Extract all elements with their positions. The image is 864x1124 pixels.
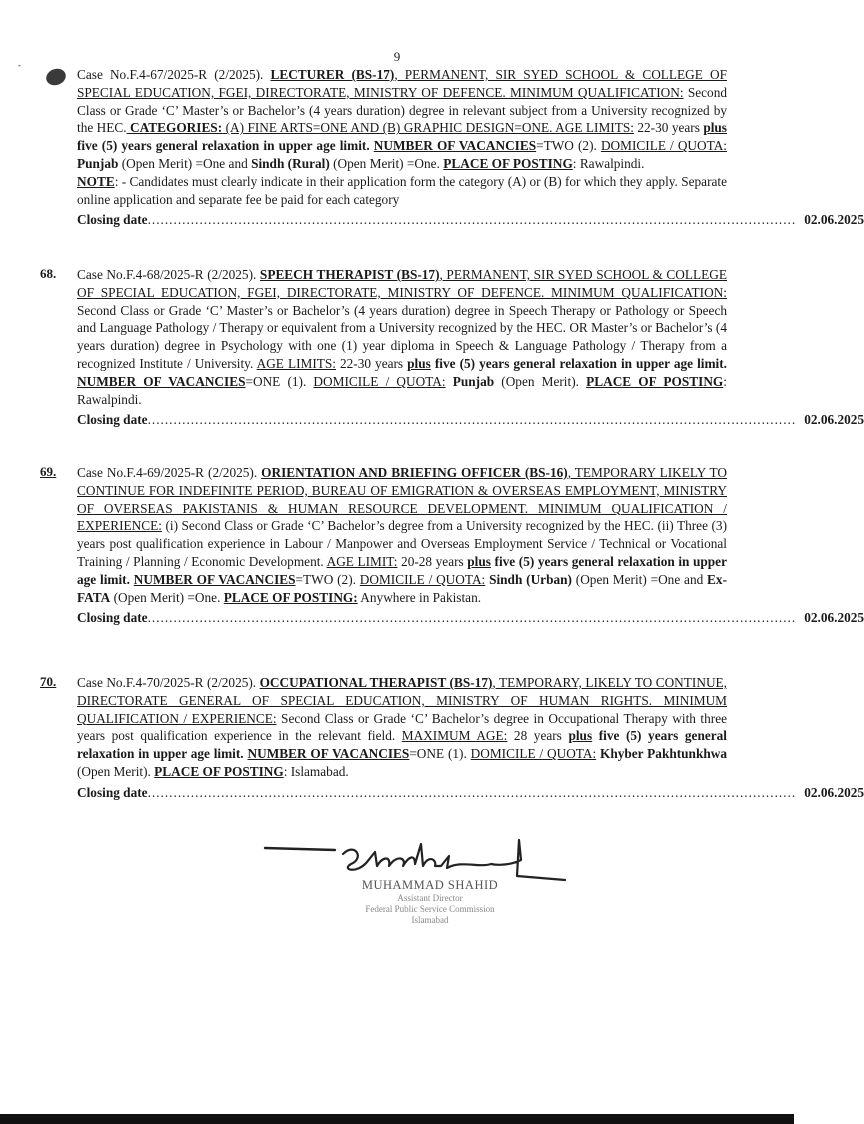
domicile-sindh-rural: Sindh (Rural): [251, 155, 330, 171]
posting-label: PLACE OF POSTING:: [223, 589, 358, 605]
vacancies-count: =ONE (1).: [245, 373, 314, 389]
quota-detail: (Open Merit) =One.: [110, 589, 224, 605]
plus-word: plus: [467, 553, 491, 569]
entry-number: 69.: [40, 464, 57, 479]
closing-date-label: Closing date: [77, 784, 148, 800]
entry-body: [77, 66, 727, 208]
categories-label: CATEGORIES:: [126, 120, 223, 136]
domicile-label: DOMICILE / QUOTA:: [359, 571, 486, 587]
entry-number: 70.: [40, 674, 57, 689]
quota-detail: (Open Merit) =One and: [571, 571, 708, 587]
case-number: Case No.F.4-70/2025-R (2/2025).: [77, 675, 260, 690]
posting-label: PLACE OF POSTING: [154, 763, 284, 779]
advertisement-entry-69: [40, 464, 864, 627]
domicile-kp: Khyber Pakhtunkhwa: [600, 746, 727, 762]
age-limit-label: AGE LIMIT:: [326, 553, 398, 569]
plus-word: plus: [568, 728, 593, 744]
age-relaxation: five (5) years general relaxation in upper age limit.: [77, 138, 370, 154]
maximum-age-label: MAXIMUM AGE:: [401, 728, 508, 744]
posting-label: PLACE OF POSTING: [586, 373, 724, 389]
vacancies-count: =TWO (2).: [536, 138, 601, 154]
plus-word: plus: [703, 120, 727, 136]
categories: (A) FINE ARTS=ONE AND (B) GRAPHIC DESIGN=ONE.: [222, 120, 553, 136]
post-title: ORIENTATION AND BRIEFING OFFICER (BS-16): [261, 465, 568, 480]
department: , TEMPORARY LIKELY TO CONTINUE FOR INDEFINITE PERIOD, BUREAU OF EMIGRATION & OVERSEAS EMPLOYMENT, MINISTRY OF OVERSEAS PAKISTANIS & HUMAN RESOURCE DEVELOPMENT. MINIMUM QUALIFICATION / EXPERIENCE:: [77, 465, 727, 534]
domicile-punjab: Punjab: [452, 373, 495, 389]
entry-body: [77, 464, 727, 606]
closing-date-row: [77, 411, 864, 429]
advertisement-entry-70: [40, 674, 864, 802]
domicile-label: DOMICILE / QUOTA:: [313, 373, 446, 389]
vacancies-label: NUMBER OF VACANCIES: [247, 746, 410, 762]
closing-date-row: [77, 784, 864, 802]
note-text: : - Candidates must clearly indicate in their application form the category (A) or (B) for which they apply. Separate online application and separate fee be paid for each category: [77, 173, 727, 207]
closing-date-row: [77, 609, 864, 627]
department: , PERMANENT, SIR SYED SCHOOL & COLLEGE OF SPECIAL EDUCATION, FGEI, DIRECTORATE, MINISTRY OF DEFENCE. MINIMUM QUALIFICATION:: [77, 267, 727, 300]
vacancies-label: NUMBER OF VACANCIES: [133, 571, 296, 587]
age-relaxation: five (5) years general relaxation in upper age limit.: [430, 355, 727, 371]
quota-detail: (Open Merit).: [494, 373, 587, 389]
vacancies-label: NUMBER OF VACANCIES: [77, 373, 246, 389]
domicile-punjab: Punjab: [77, 155, 119, 171]
leader-dots: ......................................................................................................................................................: [147, 212, 797, 228]
closing-date-value: 02.06.2025: [804, 784, 864, 800]
quota-detail: (Open Merit) =One and: [118, 155, 252, 171]
posting-place: Anywhere in Pakistan.: [357, 589, 482, 605]
age-relaxation: five (5) years general relaxation in upper age limit.: [77, 553, 727, 587]
age-range: 28 years: [507, 728, 569, 744]
vacancies-count: =TWO (2).: [295, 571, 360, 587]
department: , TEMPORARY, LIKELY TO CONTINUE, DIRECTORATE GENERAL OF SPECIAL EDUCATION, MINISTRY OF HUMAN RIGHTS. MINIMUM QUALIFICATION / EXPERIENCE:: [77, 675, 727, 726]
closing-date-value: 02.06.2025: [804, 610, 864, 626]
leader-dots: ......................................................................................................................................................: [147, 610, 797, 626]
domicile-label: DOMICILE / QUOTA:: [600, 138, 727, 154]
post-title: LECTURER (BS-17): [270, 67, 395, 82]
post-title: SPEECH THERAPIST (BS-17): [259, 267, 440, 282]
domicile-label: DOMICILE / QUOTA:: [470, 746, 597, 762]
department: , PERMANENT, SIR SYED SCHOOL & COLLEGE OF SPECIAL EDUCATION, FGEI, DIRECTORATE, MINISTRY OF DEFENCE. MINIMUM QUALIFICATION:: [77, 67, 727, 100]
advertisement-entry-67: [40, 66, 864, 229]
case-number: Case No.F.4-68/2025-R (2/2025).: [77, 267, 260, 282]
posting-label: PLACE OF POSTING: [443, 155, 573, 171]
closing-date-label: Closing date: [77, 610, 148, 626]
entry-body: [77, 266, 727, 408]
closing-date-row: [77, 211, 864, 229]
signatory-name: MUHAMMAD SHAHID: [361, 878, 499, 892]
post-title: OCCUPATIONAL THERAPIST (BS-17): [259, 675, 493, 690]
qualification: (i) Second Class or Grade ‘C’ Bachelor’s degree from a University recognized by the HEC. (ii) Three (3) years post qualification experience in Labour / Manpower and Overseas Employment Service / Technical or Vocational Training / Planning / Economic Development.: [77, 518, 727, 569]
posting-place: : Rawalpindi.: [572, 155, 645, 171]
signature-block: [330, 878, 530, 926]
closing-date-value: 02.06.2025: [804, 212, 864, 228]
age-limits-label: AGE LIMITS:: [552, 120, 634, 136]
posting-place: : Islamabad.: [283, 763, 349, 779]
signatory-city: Islamabad: [411, 915, 449, 925]
case-number: Case No.F.4-67/2025-R (2/2025).: [77, 67, 271, 82]
qualification: Second Class or Grade ‘C’ Master’s or Bachelor’s (4 years duration) degree in relevant subject from a University recognized by the HEC.: [77, 84, 727, 136]
age-relaxation: five (5) years general relaxation in upper age limit.: [77, 728, 728, 762]
entry-body: [77, 674, 727, 781]
age-range: 22-30 years: [633, 120, 704, 136]
closing-date-value: 02.06.2025: [804, 412, 864, 428]
domicile-ex-fata: Ex-FATA: [77, 571, 727, 605]
qualification: Second Class or Grade ‘C’ Master’s or Bachelor’s (4 years duration) degree in Speech Therapy or Pathology or Speech and Language Pathology / Therapy or equivalent from a University recognized by the HEC. OR Master’s or Bachelor’s (4 years duration) degree in Psychology with one (1) year diploma in Speech & Language Pathology / Therapy from a recognized Institute / University.: [77, 302, 727, 371]
page-number: 9: [393, 49, 401, 64]
vacancies-count: =ONE (1).: [409, 746, 471, 762]
posting-place: : Rawalpindi.: [77, 373, 727, 407]
leader-dots: ......................................................................................................................................................: [147, 784, 797, 800]
domicile-sindh-urban: Sindh (Urban): [489, 571, 572, 587]
case-number: Case No.F.4-69/2025-R (2/2025).: [77, 465, 262, 480]
closing-date-label: Closing date: [77, 212, 148, 228]
age-range: 22-30 years: [335, 355, 408, 371]
plus-word: plus: [407, 355, 431, 371]
signatory-organization: Federal Public Service Commission: [365, 904, 495, 914]
quota-detail: (Open Merit) =One.: [329, 155, 444, 171]
note-label: NOTE: [77, 173, 115, 189]
margin-mark: -: [18, 60, 21, 70]
leader-dots: ......................................................................................................................................................: [147, 412, 797, 428]
qualification: Second Class or Grade ‘C’ Bachelor’s degree in Occupational Therapy with three years post qualification experience in the relevant field.: [77, 710, 727, 744]
scan-edge: [0, 1114, 794, 1124]
quota-detail: (Open Merit).: [77, 763, 155, 779]
age-limits-label: AGE LIMITS:: [256, 355, 336, 371]
closing-date-label: Closing date: [77, 412, 148, 428]
age-range: 20-28 years: [397, 553, 468, 569]
advertisement-entry-68: [40, 266, 864, 429]
vacancies-label: NUMBER OF VACANCIES: [373, 138, 537, 154]
signatory-designation: Assistant Director: [397, 893, 463, 903]
ink-blot-icon: [44, 66, 68, 88]
entry-number: 68.: [40, 266, 57, 281]
